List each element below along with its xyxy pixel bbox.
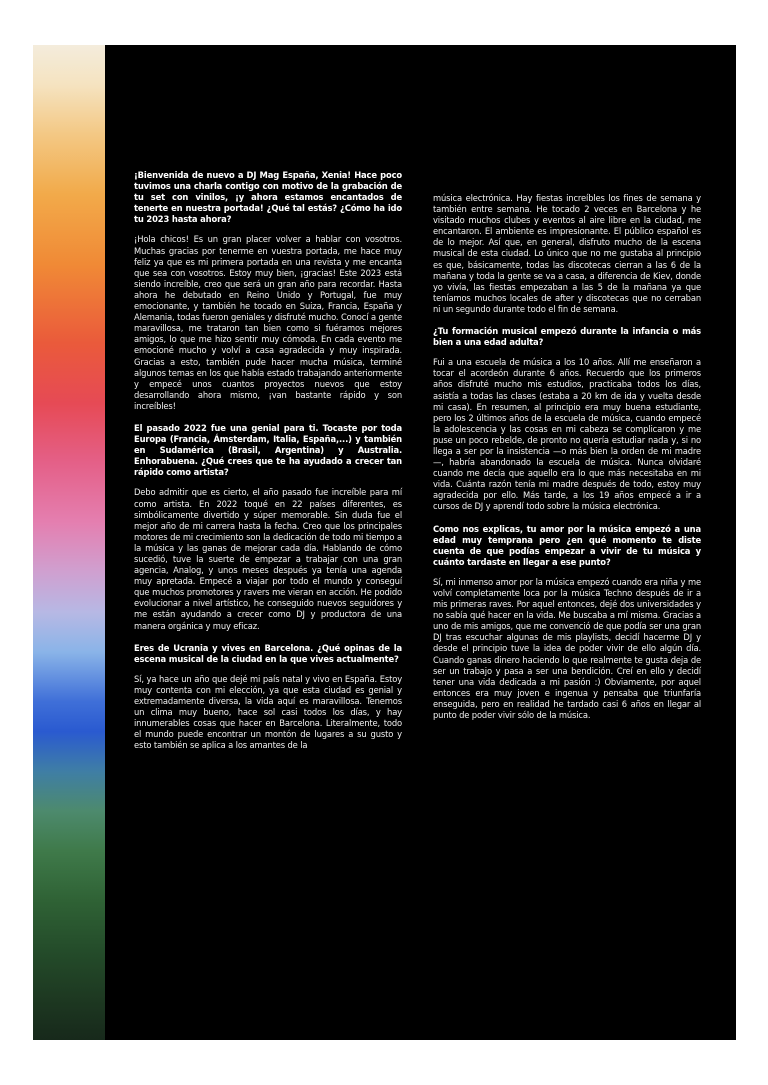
question: Como nos explicas, tu amor por la música empezó a una edad muy temprana pero ¿en qué momento te diste cuenta de que podías empezar a vivir de tu música y cuánto tardaste en llegar a ese punto?: [433, 523, 701, 567]
answer: Debo admitir que es cierto, el año pasado fue increíble para mí como artista. En 2022 toqué en 22 países diferentes, es simbólicamente divertido y súper memorable. Sin duda fue el mejor año de mi carrera hasta la fecha. Creo que los principales motores de mi crecimiento son la dedicación de todo mi tiempo a la música y las ganas de mejorar cada día. Hablando de cómo sucedió, tuve la suerte de empezar a trabajar con una gran agencia, Analog, y unos meses después ya tenía una agenda muy apretada. Empecé a viajar por todo el mundo y conseguí que muchos promotores y ravers me vieran en acción. He podido evolucionar a nivel artístico, he conseguido nuevos seguidores y me están ayudando a crecer como DJ y productora de una manera orgánica y muy eficaz.: [134, 487, 402, 631]
answer: Sí, ya hace un año que dejé mi país natal y vivo en España. Estoy muy contenta con mi elección, ya que esta ciudad es genial y extremadamente diversa, la vida aquí es maravillosa. Tenemos un clima muy bueno, hace sol casi todos los días, y hay innumerables cosas que hacer en Barcelona. Literalmente, todo el mundo puede encontrar un montón de lugares a su gusto y esto también se aplica a los amantes de la: [134, 673, 402, 751]
question: ¿Tu formación musical empezó durante la infancia o más bien a una edad adulta?: [433, 326, 701, 348]
magazine-page: [33, 45, 736, 1040]
left-column: [134, 170, 402, 763]
answer: Fui a una escuela de música a los 10 años. Allí me enseñaron a tocar el acordeón durante 6 años. Recuerdo que los primeros años disfruté mucho mis estudios, practicaba todos los días, asistía a todas las clases (estaba a 20 km de ida y vuelta desde mi casa). En resumen, al principio era muy buena estudiante, pero los 2 últimos años de la escuela de música, cuando empecé la adolescencia y las cosas en mi cabeza se complicaron y me puse un poco rebelde, de pronto no quería estudiar nada y, si no llega a ser por la insistencia —o más bien la orden de mi madre—, habría abandonado la escuela de música. Nunca olvidaré cuando me decía que aquello era lo que más necesitaba en mi vida. Cuánta razón tenía mi madre después de todo, estoy muy agradecida por ello. Más tarde, a los 19 años empecé a ir a cursos de DJ y aprendí todo sobre la música electrónica.: [433, 357, 701, 512]
question: ¡Bienvenida de nuevo a DJ Mag España, Xenia! Hace poco tuvimos una charla contigo con motivo de la grabación de tu set con vinilos, ¡y ahora estamos encantados de tenerte en nuestra portada! ¿Qué tal estás? ¿Cómo ha ido tu 2023 hasta ahora?: [134, 170, 402, 225]
answer: ¡Hola chicos! Es un gran placer volver a hablar con vosotros. Muchas gracias por tenerme en vuestra portada, me hace muy feliz ya que es mi primera portada en una revista y me encanta que sea con vosotros. Estoy muy bien, ¡gracias! Este 2023 está siendo increíble, creo que será un gran año para recordar. Hasta ahora he debutado en Reino Unido y Portugal, fue muy emocionante, y también he tocado en Suiza, Francia, España y Alemania, todas fueron geniales y disfruté mucho. Conocí a gente maravillosa, me trataron tan bien como si fuéramos mejores amigos, lo que me hizo sentir muy cómoda. En cada evento me emocioné mucho y volví a casa agradecida y muy inspirada. Gracias a esto, también pude hacer mucha música, terminé algunos temas en los que había estado trabajando anteriormente y empecé unos cuantos proyectos nuevos que estoy desarrollando ahora mismo, ¡van bastante rápido y son increíbles!: [134, 234, 402, 411]
gradient-stripe: [33, 45, 105, 1040]
right-column: [433, 193, 701, 732]
answer: música electrónica. Hay fiestas increíbles los fines de semana y también entre semana. He tocado 2 veces en Barcelona y he visitado muchos clubes y eventos al aire libre en la ciudad, me encantaron. El ambiente es impresionante. El público español es de lo mejor. Así que, en general, disfruto mucho de la escena musical de esta ciudad. Lo único que no me gustaba al principio es que, básicamente, todas las discotecas cierran a las 6 de la mañana y toda la gente se va a casa, a diferencia de Kiev, donde yo vivía, las fiestas empezaban a las 5 de la mañana ya que teníamos muchos locales de after y discotecas que no cerraban ni un segundo durante todo el fin de semana.: [433, 193, 701, 314]
question: Eres de Ucrania y vives en Barcelona. ¿Qué opinas de la escena musical de la ciudad en la que vives actualmente?: [134, 642, 402, 664]
answer: Sí, mi inmenso amor por la música empezó cuando era niña y me volví completamente loca por la música Techno después de ir a mis primeras raves. Por aquel entonces, dejé dos universidades y no sabía qué hacer en la vida. Me buscaba a mí misma. Gracias a uno de mis amigos, que me convenció de que podía ser una gran DJ tras escuchar algunas de mis playlists, decidí hacerme DJ y desde el principio tuve la idea de poder vivir de ello algún día. Cuando ganas dinero haciendo lo que realmente te gusta deja de ser un trabajo y pasa a ser una bendición. Creí en ello y decidí tener una vida dedicada a mi pasión :) Obviamente, por aquel entonces era muy joven e ingenua y pensaba que triunfaría enseguida, pero en realidad he tardado casi 6 años en llegar al punto de poder vivir sólo de la música.: [433, 576, 701, 721]
question: El pasado 2022 fue una genial para ti. Tocaste por toda Europa (Francia, Ámsterdam, Italia, España,...) y también en Sudamérica (Brasil, Argentina) y Australia. Enhorabuena. ¿Qué crees que te ha ayudado a crecer tan rápido como artista?: [134, 422, 402, 478]
